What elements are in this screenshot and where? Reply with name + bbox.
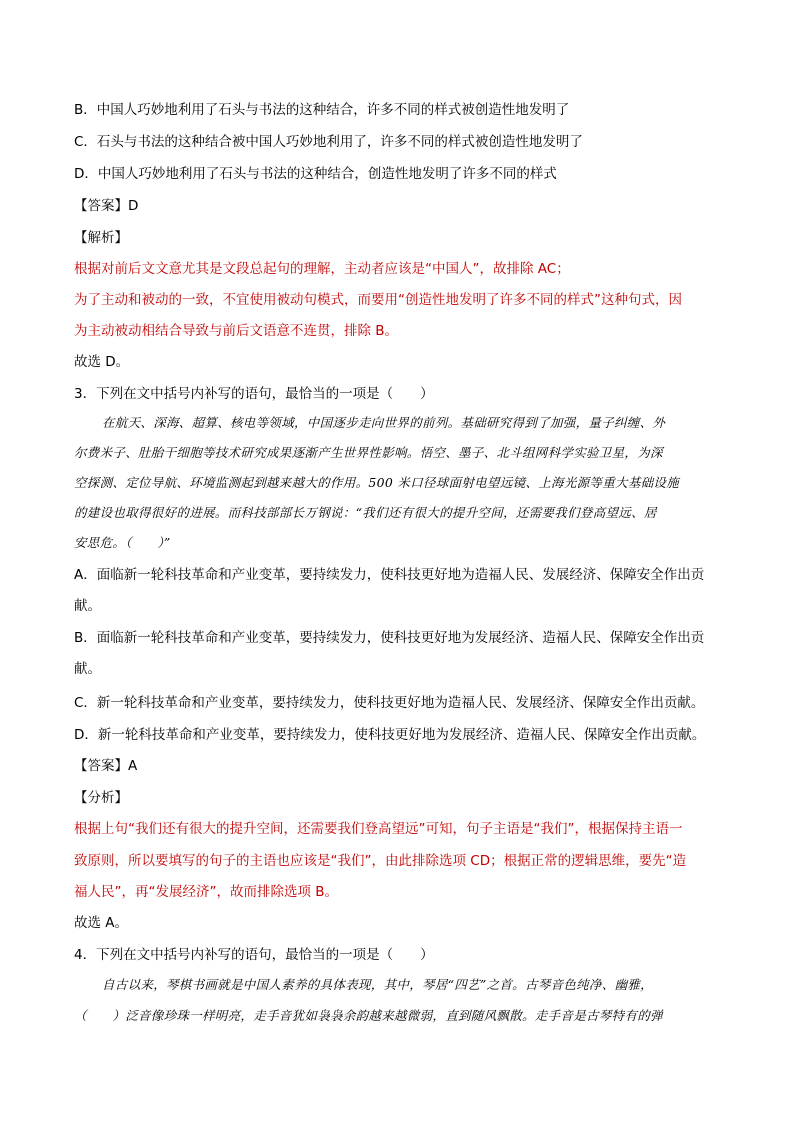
option-d-q3: D．新一轮科技革命和产业变革，要持续发力，使科技更好地为发展经济、造福人民、保障安全作出贡献。 — [74, 727, 706, 743]
conclusion-q3: 故选 A。 — [74, 915, 129, 931]
option-a-q3: A．面临新一轮科技革命和产业变革，要持续发力，使科技更好地为造福人民、发展经济、保障安全作出贡 — [74, 567, 705, 583]
option-c-q3: C．新一轮科技革命和产业变革，要持续发力，使科技更好地为造福人民、发展经济、保障安全作出贡献。 — [74, 695, 705, 711]
analysis-text-q3: 致原则，所以要填写的句子的主语也应该是“我们”，由此排除选项 CD；根据正常的逻辑思维，要先“造 — [74, 853, 687, 869]
passage-q3: 空探测、定位导航、环境监测起到越来越大的作用。500 米口径球面射电望远镜、上海光源等重大基础设施 — [74, 475, 680, 490]
passage-q4: （ ）泛音像珍珠一样明亮，走手音犹如袅袅余韵越来越微弱，直到随风飘散。走手音是古琴特有的弹 — [74, 1008, 663, 1023]
question-3-stem: 3．下列在文中括号内补写的语句，最恰当的一项是（ ） — [74, 386, 434, 402]
conclusion-q2: 故选 D。 — [74, 354, 130, 370]
analysis-text-q2: 为了主动和被动的一致，不宜使用被动句模式，而要用“创造性地发明了许多不同的样式”这种句式，因 — [74, 292, 682, 308]
option-a-q3: 献。 — [74, 598, 101, 614]
option-b-q3: 献。 — [74, 661, 101, 677]
passage-q3: 安思危。（ ）” — [74, 535, 171, 550]
document-page — [74, 0, 724, 1123]
option-c-q2: C．石头与书法的这种结合被中国人巧妙地利用了，许多不同的样式被创造性地发明了 — [74, 134, 583, 150]
question-4-stem: 4．下列在文中括号内补写的语句，最恰当的一项是（ ） — [74, 947, 434, 963]
passage-q3: 在航天、深海、超算、核电等领域，中国逐步走向世界的前列。基础研究得到了加强，量子纠缠、外 — [102, 415, 666, 430]
analysis-text-q2: 根据对前后文文意尤其是文段总起句的理解，主动者应该是“中国人”，故排除 AC； — [74, 261, 570, 277]
option-b-q3: B．面临新一轮科技革命和产业变革，要持续发力，使科技更好地为发展经济、造福人民、保障安全作出贡 — [74, 630, 705, 646]
answer-q2: 【答案】D — [74, 198, 139, 214]
option-b-q2: B．中国人巧妙地利用了石头与书法的这种结合，许多不同的样式被创造性地发明了 — [74, 102, 570, 118]
analysis-heading-q3: 【分析】 — [74, 790, 128, 806]
analysis-text-q3: 根据上句“我们还有很大的提升空间，还需要我们登高望远”可知，句子主语是“我们”，根据保持主语一 — [74, 821, 683, 837]
analysis-text-q2: 为主动被动相结合导致与前后文语意不连贯，排除 B。 — [74, 323, 399, 339]
passage-q3: 尔费米子、肚胎干细胞等技术研究成果逐渐产生世界性影响。悟空、墨子、北斗组网科学实验卫星，为深 — [74, 445, 663, 460]
passage-q4: 自古以来，琴棋书画就是中国人素养的具体表现，其中，琴居“四艺”之首。古琴音色纯净、幽雅， — [102, 977, 653, 992]
analysis-text-q3: 福人民”，再“发展经济”，故而排除选项 B。 — [74, 884, 339, 900]
answer-q3: 【答案】A — [74, 758, 138, 774]
passage-q3: 的建设也取得很好的进展。而科技部部长万钢说：“我们还有很大的提升空间，还需要我们登高望远、居 — [74, 505, 657, 520]
analysis-heading-q2: 【解析】 — [74, 230, 128, 246]
option-d-q2: D．中国人巧妙地利用了石头与书法的这种结合，创造性地发明了许多不同的样式 — [74, 166, 557, 182]
